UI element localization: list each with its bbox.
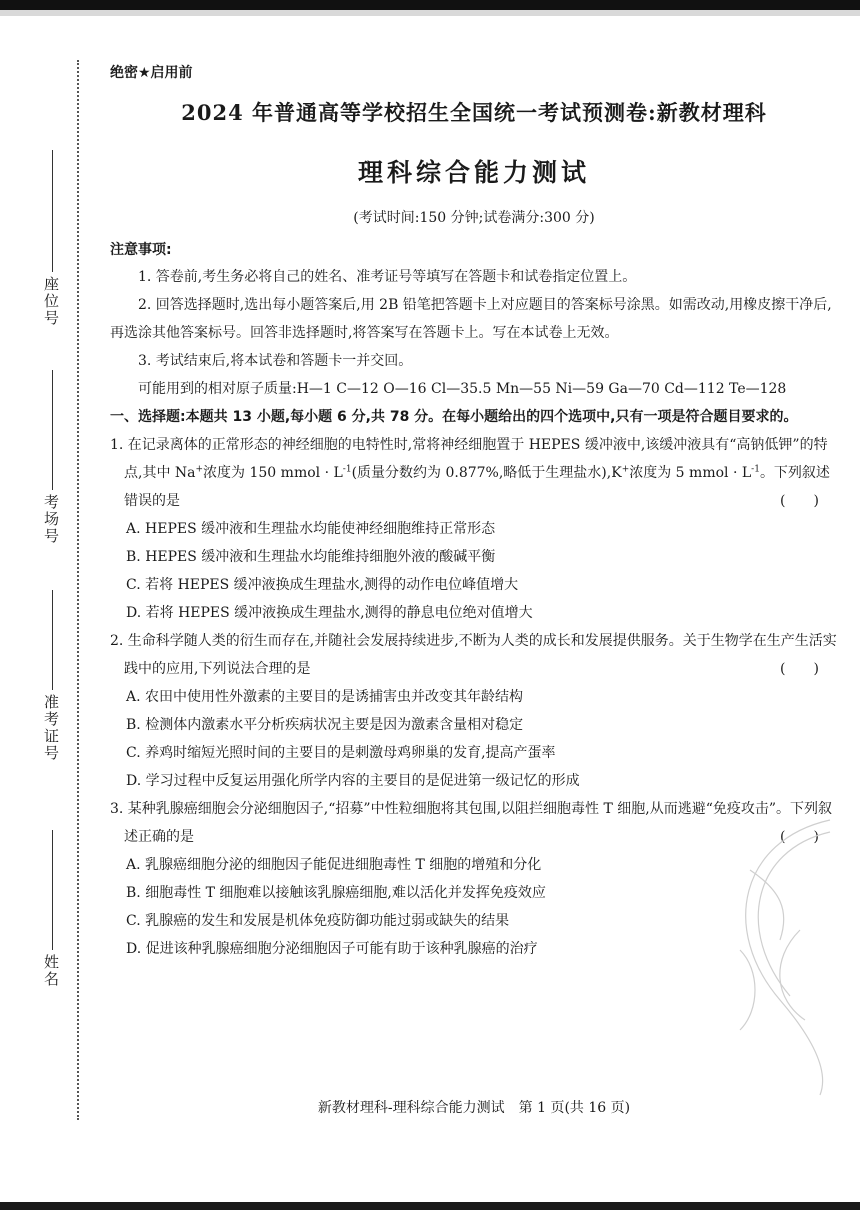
section-heading: 一、选择题:本题共 13 小题,每小题 6 分,共 78 分。在每小题给出的四个选项中,只有一项是符合题目要求的。 — [110, 409, 798, 425]
question-stem: 3. 某种乳腺癌细胞会分泌细胞因子,“招募”中性粒细胞将其包围,以阻拦细胞毒性 T 细胞,从而逃避“免疫攻击”。下列叙述正确的是 ( ) — [110, 795, 838, 851]
name-blank[interactable] — [52, 830, 53, 950]
ticket-number-field[interactable] — [38, 590, 66, 762]
exam-room-label: 考场号 — [43, 493, 60, 545]
option-c: C. 若将 HEPES 缓冲液换成生理盐水,测得的动作电位峰值增大 — [126, 577, 519, 593]
scan-top-edge — [0, 0, 860, 10]
option-d: D. 若将 HEPES 缓冲液换成生理盐水,测得的静息电位绝对值增大 — [126, 605, 533, 621]
notice-item: 3. 考试结束后,将本试卷和答题卡一并交回。 — [138, 353, 413, 369]
name-label: 姓名 — [43, 953, 60, 988]
option-b: B. HEPES 缓冲液和生理盐水均能维持细胞外液的酸碱平衡 — [126, 549, 496, 565]
option-c: C. 乳腺癌的发生和发展是机体免疫防御功能过弱或缺失的结果 — [126, 913, 510, 929]
ticket-number-blank[interactable] — [52, 590, 53, 690]
exam-room-blank[interactable] — [52, 370, 53, 490]
notice-heading: 注意事项: — [110, 242, 172, 258]
question-2 — [110, 627, 838, 795]
seat-number-field[interactable] — [38, 150, 66, 327]
name-field[interactable] — [38, 830, 66, 988]
option-d: D. 促进该种乳腺癌细胞分泌细胞因子可能有助于该种乳腺癌的治疗 — [126, 941, 538, 957]
atomic-masses: 可能用到的相对原子质量:H—1 C—12 O—16 Cl—35.5 Mn—55 Ni—59 Ga—70 Cd—112 Te—128 — [138, 381, 787, 397]
answer-bracket: ( ) — [780, 829, 819, 845]
scan-top-shadow — [0, 10, 860, 16]
scan-bottom-edge — [0, 1202, 860, 1210]
option-a: A. HEPES 缓冲液和生理盐水均能使神经细胞维持正常形态 — [126, 521, 496, 537]
faint-watermark-ornament — [680, 810, 840, 1100]
notice-item: 2. 回答选择题时,选出每小题答案后,用 2B 铅笔把答题卡上对应题目的答案标号涂黑。如需改动,用橡皮擦干净后,再选涂其他答案标号。回答非选择题时,将答案写在答题卡上。写在本试卷上无效。 — [110, 297, 832, 341]
exam-time-info: (考试时间:150 分钟;试卷满分:300 分) — [353, 210, 595, 226]
answer-bracket: ( ) — [780, 493, 819, 509]
option-b: B. 检测体内激素水平分析疾病状况主要是因为激素含量相对稳定 — [126, 717, 524, 733]
question-stem: 1. 在记录离体的正常形态的神经细胞的电特性时,常将神经细胞置于 HEPES 缓冲液中,该缓冲液具有“高钠低钾”的特点,其中 Na+浓度为 150 mmol · $L^{-1}$(质量分数约为 0.877%,略低于生理盐水),K+浓度为 5 mmol · $L^{-1}$。下列叙述错误的是 ( ) — [110, 431, 838, 515]
seat-number-blank[interactable] — [52, 150, 53, 272]
option-b: B. 细胞毒性 T 细胞难以接触该乳腺癌细胞,难以活化并发挥免疫效应 — [126, 885, 546, 901]
option-a: A. 农田中使用性外激素的主要目的是诱捕害虫并改变其年龄结构 — [126, 689, 524, 705]
exam-subtitle: 理科综合能力测试 — [357, 158, 590, 187]
binding-dotted-line — [77, 60, 79, 1120]
answer-bracket: ( ) — [780, 661, 819, 677]
exam-room-field[interactable] — [38, 370, 66, 545]
binding-margin — [0, 60, 100, 1120]
option-d: D. 学习过程中反复运用强化所学内容的主要目的是促进第一级记忆的形成 — [126, 773, 580, 789]
confidential-mark: 绝密★启用前 — [110, 65, 193, 81]
ticket-number-label: 准考证号 — [43, 693, 60, 762]
question-stem: 2. 生命科学随人类的衍生而存在,并随社会发展持续进步,不断为人类的成长和发展提供服务。关于生物学在生产生活实践中的应用,下列说法合理的是 ( ) — [110, 627, 838, 683]
notice-item: 1. 答卷前,考生务必将自己的姓名、准考证号等填写在答题卡和试卷指定位置上。 — [138, 269, 637, 285]
question-1 — [110, 431, 838, 627]
option-c: C. 养鸡时缩短光照时间的主要目的是刺激母鸡卵巢的发育,提高产蛋率 — [126, 745, 556, 761]
page-footer: 新教材理科-理科综合能力测试 第 1 页(共 16 页) — [317, 1100, 631, 1116]
exam-title: 2024 年普通高等学校招生全国统一考试预测卷:新教材理科 — [181, 100, 767, 125]
option-a: A. 乳腺癌细胞分泌的细胞因子能促进细胞毒性 T 细胞的增殖和分化 — [126, 857, 542, 873]
seat-number-label: 座位号 — [43, 275, 60, 327]
